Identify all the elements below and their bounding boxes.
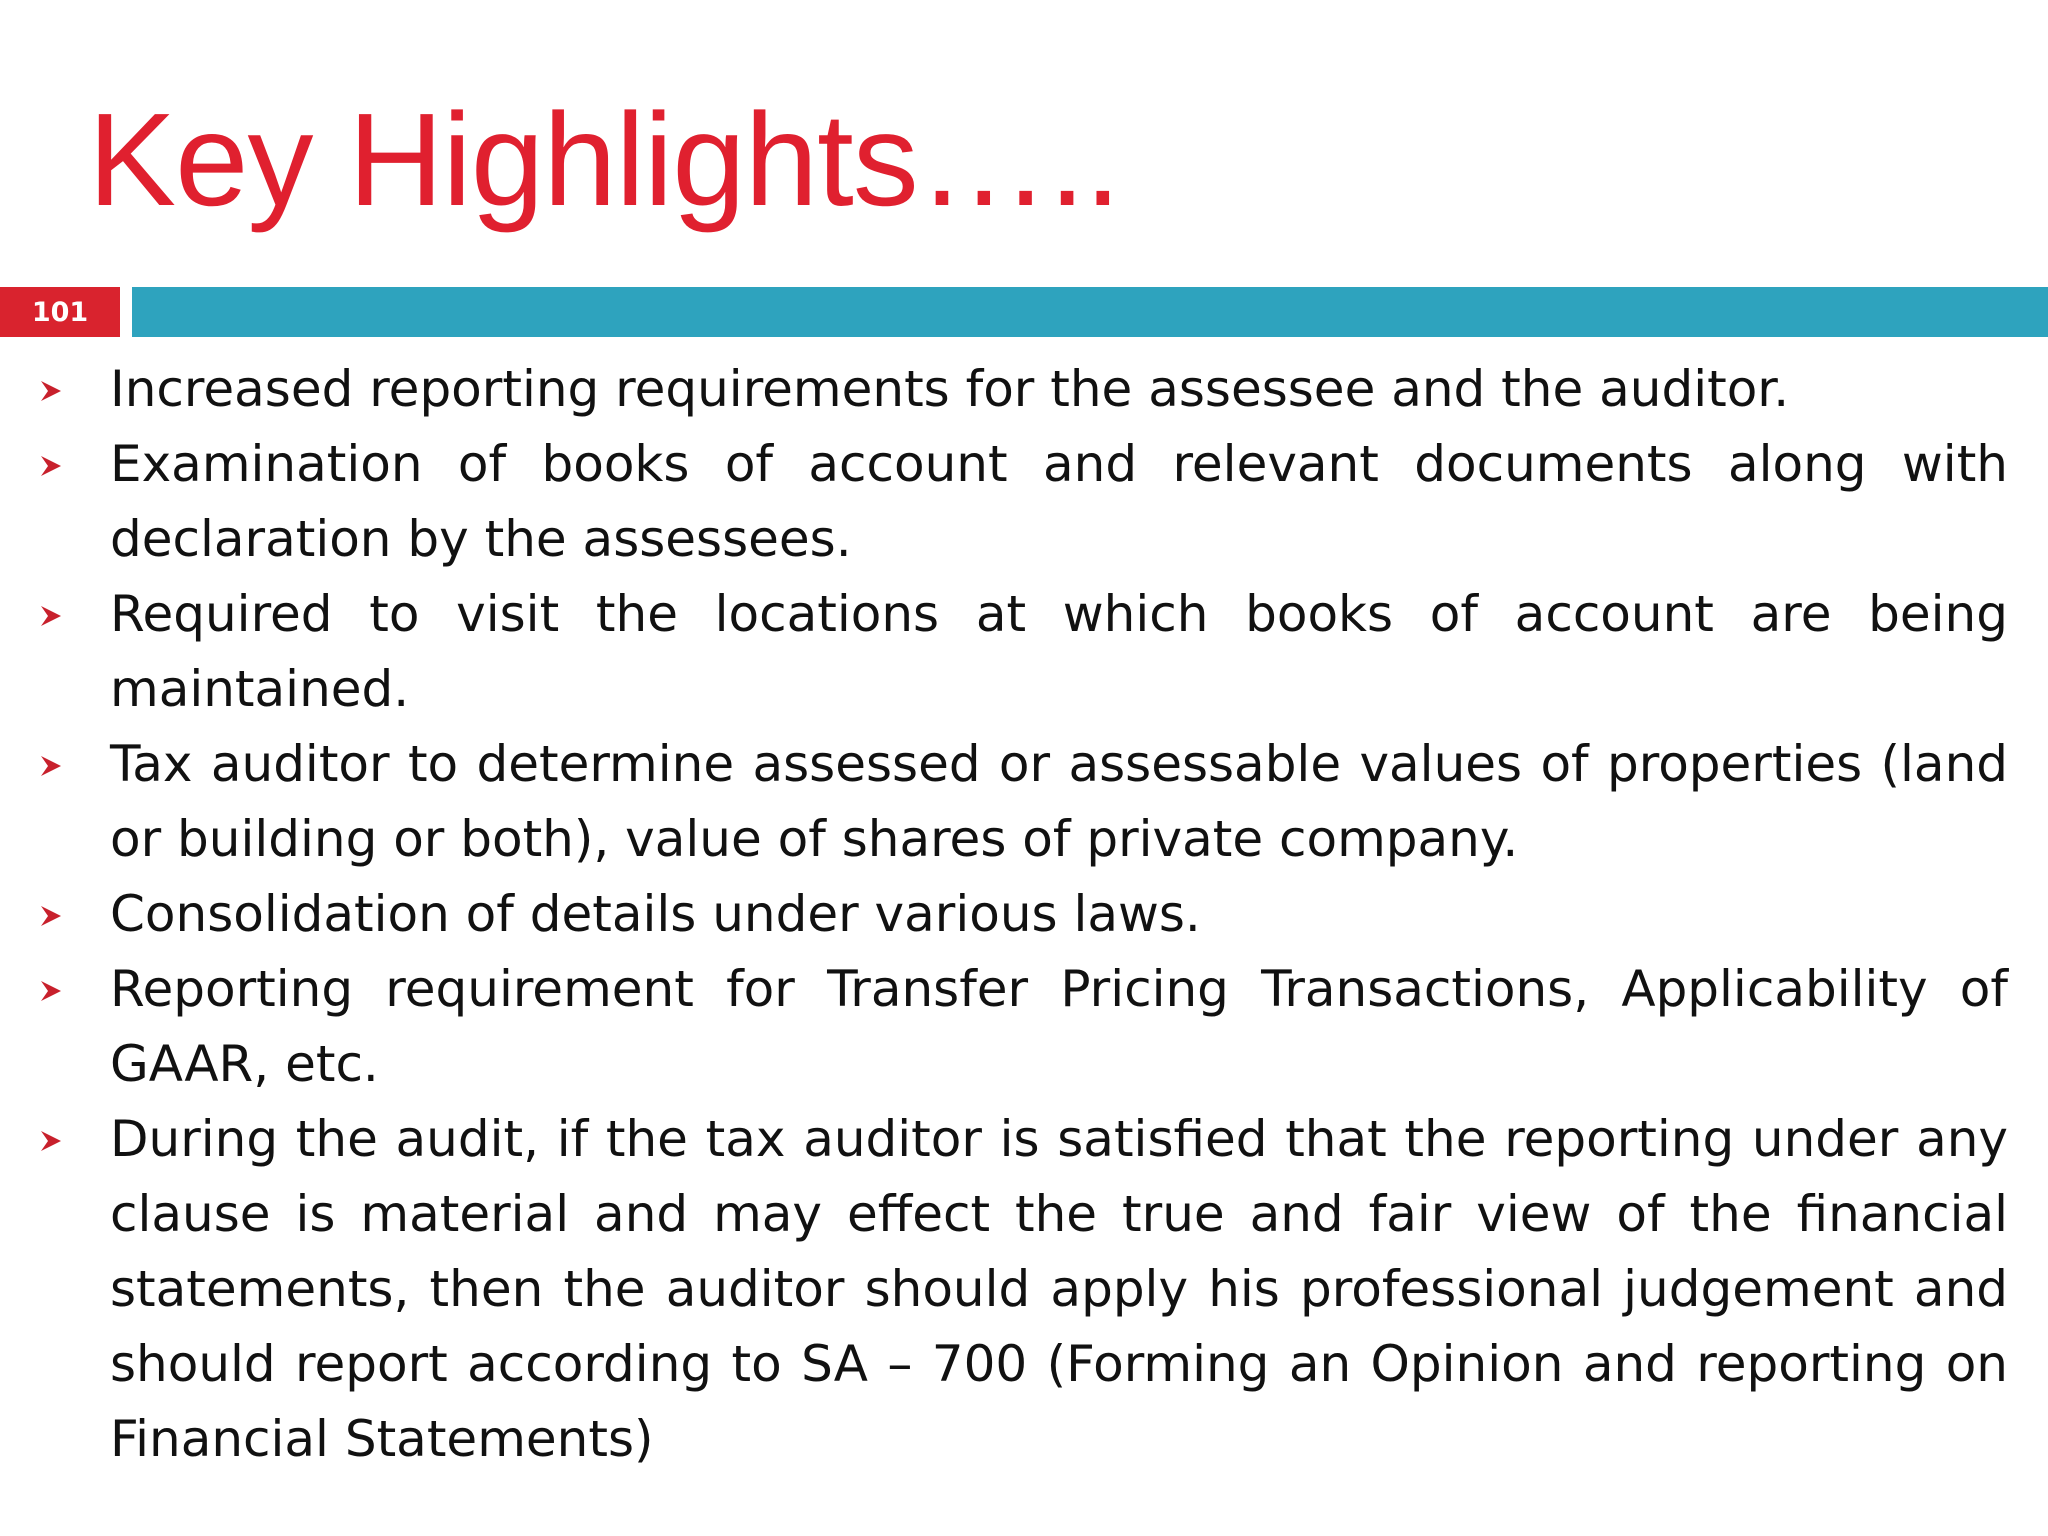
arrow-bullet-icon [38, 378, 64, 404]
slide-number-badge [0, 287, 120, 337]
bullet-item [0, 727, 2048, 877]
arrow-bullet-icon [38, 1128, 64, 1154]
bullet-text: Tax auditor to determine assessed or assessable values of properties (land or building or both), value of shares of private company. [110, 735, 2008, 868]
bullet-item [0, 952, 2048, 1102]
slide-title: Key Highlights….. [88, 86, 1121, 233]
arrow-bullet-icon [38, 978, 64, 1004]
bullet-text: During the audit, if the tax auditor is satisfied that the reporting under any clause is material and may effect the true and fair view of the financial statements, then the auditor should apply his professional judgement and should report according to SA – 700 (Forming an Opinion and reporting on Financial Statements) [110, 1110, 2008, 1468]
bullet-text: Consolidation of details under various laws. [110, 885, 1201, 943]
bullet-list [0, 352, 2048, 1477]
arrow-bullet-icon [38, 453, 64, 479]
arrow-bullet-icon [38, 903, 64, 929]
arrow-bullet-icon [38, 603, 64, 629]
bullet-item [0, 427, 2048, 577]
bullet-text: Examination of books of account and relevant documents along with declaration by the assessees. [110, 435, 2008, 568]
bullet-text: Increased reporting requirements for the assessee and the auditor. [110, 360, 1790, 418]
title-rule-bar [132, 287, 2048, 337]
arrow-bullet-icon [38, 753, 64, 779]
bullet-item [0, 352, 2048, 427]
bullet-item [0, 1102, 2048, 1477]
bullet-item [0, 577, 2048, 727]
slide-number: 101 [31, 296, 89, 328]
bullet-text: Required to visit the locations at which books of account are being maintained. [110, 585, 2008, 718]
bullet-text: Reporting requirement for Transfer Pricing Transactions, Applicability of GAAR, etc. [110, 960, 2008, 1093]
bullet-item [0, 877, 2048, 952]
